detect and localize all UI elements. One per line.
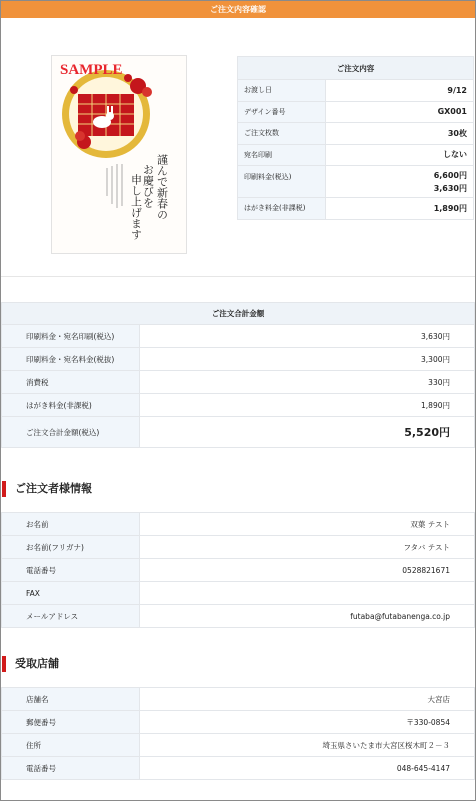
card-illustration — [52, 56, 187, 254]
customer-value: フタバ テスト — [140, 536, 475, 559]
table-row — [2, 536, 475, 559]
table-row — [2, 757, 475, 780]
grand-total-label: ご注文合計金額(税込) — [2, 417, 140, 448]
customer-value: 0528821671 — [140, 559, 475, 582]
table-row — [2, 348, 475, 371]
total-value: 3,630円 — [140, 325, 475, 348]
table-row — [2, 711, 475, 734]
store-label: 店舗名 — [2, 688, 140, 711]
card-preview-image — [51, 55, 187, 254]
table-row — [2, 417, 475, 448]
table-row — [2, 734, 475, 757]
table-row — [2, 582, 475, 605]
total-value: 1,890円 — [140, 394, 475, 417]
table-row — [2, 394, 475, 417]
table-row — [238, 123, 474, 145]
print-price: 6,600円 — [433, 170, 467, 180]
order-label: デザイン番号 — [238, 101, 326, 123]
store-section-title: 受取店舗 — [2, 656, 59, 672]
order-label: ご注文枚数 — [238, 123, 326, 145]
total-value: 330円 — [140, 371, 475, 394]
customer-info-table — [1, 512, 475, 628]
store-value: 埼玉県さいたま市大宮区桜木町２－３ — [140, 734, 475, 757]
svg-text:謹んで新春の: 謹んで新春の — [155, 154, 169, 220]
store-label: 郵便番号 — [2, 711, 140, 734]
order-value: GX001 — [326, 101, 474, 123]
table-row — [238, 80, 474, 102]
order-value: 1,890円 — [326, 198, 474, 220]
order-value: しない — [326, 144, 474, 166]
table-row — [2, 513, 475, 536]
order-label: はがき料金(非課税) — [238, 198, 326, 220]
order-label: お渡し日 — [238, 80, 326, 102]
order-content-table — [237, 56, 474, 220]
customer-label: お名前(フリガナ) — [2, 536, 140, 559]
customer-value — [140, 582, 475, 605]
store-label: 電話番号 — [2, 757, 140, 780]
table-row — [238, 166, 474, 198]
order-value — [326, 166, 474, 198]
divider — [1, 276, 475, 277]
total-label: 印刷料金・宛名印刷(税込) — [2, 325, 140, 348]
store-value: 〒330-0854 — [140, 711, 475, 734]
table-row — [2, 325, 475, 348]
table-row — [2, 688, 475, 711]
svg-text:お慶びを: お慶びを — [141, 164, 155, 208]
grand-total-value: 5,520円 — [140, 417, 475, 448]
order-total-header: ご注文合計金額 — [2, 303, 475, 325]
table-row — [2, 559, 475, 582]
order-content-header: ご注文内容 — [238, 57, 474, 80]
customer-label: FAX — [2, 582, 140, 605]
table-row — [238, 101, 474, 123]
table-row — [2, 371, 475, 394]
store-value: 048-645-4147 — [140, 757, 475, 780]
total-label: 消費税 — [2, 371, 140, 394]
print-price-discounted: 3,630円 — [433, 183, 467, 193]
order-label: 宛名印刷 — [238, 144, 326, 166]
table-row — [238, 144, 474, 166]
customer-label: 電話番号 — [2, 559, 140, 582]
table-row — [238, 198, 474, 220]
page-title: ご注文内容確認 — [1, 1, 475, 18]
card-watermark: SAMPLE — [60, 62, 123, 78]
customer-label: お名前 — [2, 513, 140, 536]
order-total-table — [1, 302, 475, 448]
order-value: 9/12 — [326, 80, 474, 102]
total-label: 印刷料金・宛名料金(税抜) — [2, 348, 140, 371]
store-info-table — [1, 687, 475, 780]
order-label: 印刷料金(税込) — [238, 166, 326, 198]
total-value: 3,300円 — [140, 348, 475, 371]
customer-section-title: ご注文者様情報 — [2, 481, 92, 497]
table-row — [2, 605, 475, 628]
order-value: 30枚 — [326, 123, 474, 145]
customer-label: メールアドレス — [2, 605, 140, 628]
customer-value: futaba@futabanenga.co.jp — [140, 605, 475, 628]
store-label: 住所 — [2, 734, 140, 757]
svg-text:申し上げます: 申し上げます — [129, 174, 143, 240]
customer-value: 双葉 テスト — [140, 513, 475, 536]
store-value: 大宮店 — [140, 688, 475, 711]
total-label: はがき料金(非課税) — [2, 394, 140, 417]
